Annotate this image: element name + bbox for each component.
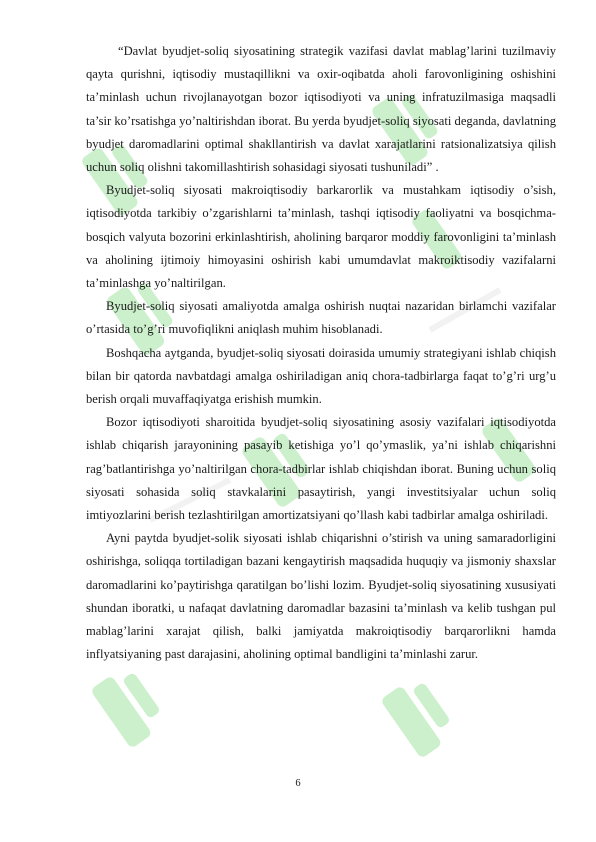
page-number: 6 [295,778,301,789]
document-page [86,40,556,800]
paragraph: Byudjet-soliq siyosati makroiqtisodiy barkarorlik va mustahkam iqtisodiy o’sish, iqtisodiyotda tarkibiy o’zgarishlarni ta’minlash, tashqi iqtisodiy faoliyatni va bosqichma-bosqich valyuta bozorini erkinlashtirish, aholining barqaror moddiy farovonligini ta’minlash va aholining ijtimoiy himoyasini oshirish kabi umumdavlat makroiktisodiy vazifalarni ta’minlashga yo’naltirilgan. [86,183,556,291]
paragraph: Byudjet-soliq siyosati amaliyotda amalga oshirish nuqtai nazaridan birlamchi vazifalar o’rtasida to’g’ri muvofiqlikni aniqlash muhim hisoblanadi. [86,299,556,337]
paragraph: Boshqacha aytganda, byudjet-soliq siyosati doirasida umumiy strategiyani ishlab chiqish bilan bir qatorda navbatdagi amalga oshiriladigan aniq chora-tadbirlarga faqat to’g’ri urg’u berish orqali muvaffaqiyatga erishish mumkin. [86,345,556,407]
paragraph: Bozor iqtisodiyoti sharoitida byudjet-soliq siyosatining asosiy vazifalari iqtisodiyotda ishlab chiqarish jarayonining pasayib ketishiga yo’l qo’ymaslik, ya’ni ishlab chiqarishni rag’batlantirishga yo’naltirilgan chora-tadbirlar ishlab chiqishdan iborat. Buning uchun soliq siyosati sohasida soliq stavkalarini pasaytirish, yangi investitsiyalar uchun soliq imtiyozlarini berish tezlashtirilgan amortizatsiyani qo’llash kabi tadbirlar amalga oshiriladi. [86,415,556,523]
paragraph: Ayni paytda byudjet-solik siyosati ishlab chiqarishni o’stirish va uning samaradorligini oshirishga, soliqqa tortiladigan bazani kengaytirish maqsadida huquqiy va jismoniy shaxslar daromadlarini ko’paytirishga qaratilgan bo’lishi lozim. Byudjet-soliq siyosatining xususiyati shundan iboratki, u nafaqat davlatning daromadlar bazasini ta’minlash va kelib tushgan pul mablag’larini xarajat qilish, balki jamiyatda makroiqtisodiy barqarorlikni hamda inflyatsiyaning past darajasini, aholining optimal bandligini ta’minlashi zarur. [86,531,556,662]
paragraph-quote: “Davlat byudjet-soliq siyosatining strategik vazifasi davlat mablag’larini tuzilmaviy qayta qurishni, iqtisodiy mustaqillikni va oxir-oqibatda aholi farovonligining oshishini ta’minlash uchun rivojlanayotgan bozor iqtisodiyoti va uning infratuzilmasiga maqsadli ta’sir ko’rsatishga yo’naltirishdan iborat. Bu yerda byudjet-soliq siyosati deganda, davlatning byudjet daromadlarini optimal shakllantirish va davlat xarajatlarini ratsionalizatsiya qilish uchun soliq olishni takomillashtirish sohasidagi siyosati tushuniladi” . [86,44,556,175]
